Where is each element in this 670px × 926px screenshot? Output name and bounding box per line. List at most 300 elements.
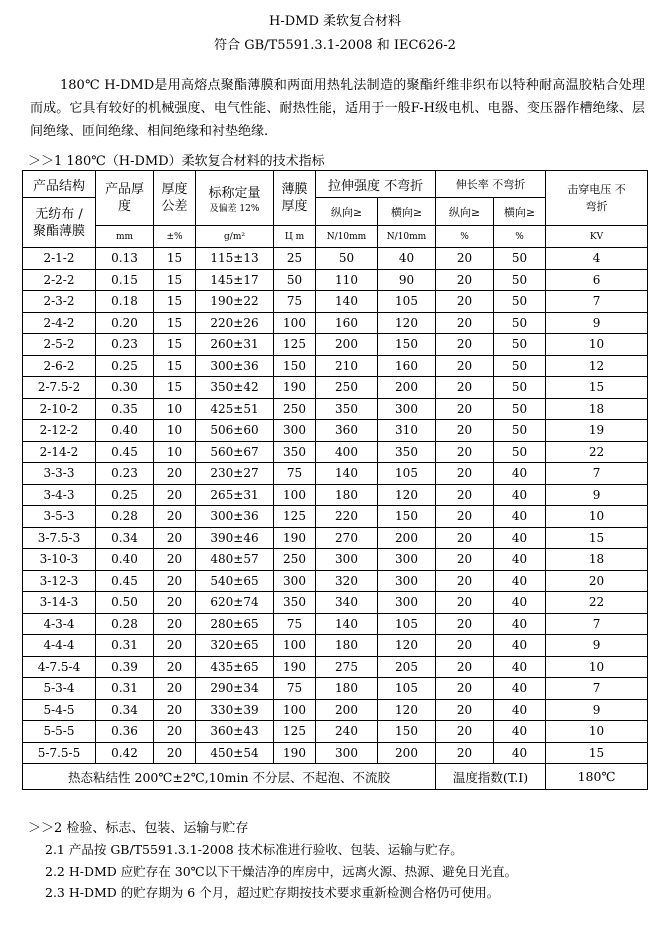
table-cell: 200 bbox=[378, 527, 436, 549]
table-cell: 140 bbox=[316, 613, 378, 635]
table-cell: 0.13 bbox=[96, 248, 154, 270]
table-cell: 20 bbox=[154, 721, 196, 743]
table-cell: 540±65 bbox=[196, 570, 274, 592]
table-cell: 2-4-2 bbox=[23, 312, 96, 334]
header-elong-cd: 横向≥ bbox=[494, 198, 546, 226]
table-row bbox=[23, 334, 648, 356]
table-cell: 125 bbox=[274, 334, 316, 356]
intro-paragraph: 180℃ H-DMD是用高熔点聚酯薄膜和两面用热轧法制造的聚酯纤维非织布以特种耐高温胶粘合处理而成。它具有较好的机械强度、电气性能、耐热性能，适用于一般F-H级电机、电器、变压器作槽绝缘、层间绝缘、匝间绝缘、相间绝缘和衬垫绝缘. bbox=[30, 78, 645, 139]
table-cell: 40 bbox=[494, 742, 546, 764]
table-cell: 0.34 bbox=[96, 699, 154, 721]
table-cell: 6 bbox=[546, 269, 648, 291]
table-cell: 20 bbox=[154, 742, 196, 764]
table-cell: 18 bbox=[546, 398, 648, 420]
table-cell: 20 bbox=[436, 269, 494, 291]
table-row bbox=[23, 355, 648, 377]
table-cell: 0.34 bbox=[96, 527, 154, 549]
unit-cell: ±% bbox=[154, 226, 196, 248]
table-cell: 9 bbox=[546, 484, 648, 506]
table-cell: 560±67 bbox=[196, 441, 274, 463]
table-cell: 19 bbox=[546, 420, 648, 442]
table-row bbox=[23, 613, 648, 635]
table-cell: 0.35 bbox=[96, 398, 154, 420]
section-1-heading: ＞＞1 180℃（H-DMD）柔软复合材料的技术指标 bbox=[28, 154, 325, 169]
table-cell: 260±31 bbox=[196, 334, 274, 356]
table-cell: 120 bbox=[378, 699, 436, 721]
storage-item: 2.3 H-DMD 的贮存期为 6 个月，超过贮存期按技术要求重新检测合格仍可使用。 bbox=[45, 885, 500, 900]
header-breakdown: 击穿电压 不弯折 bbox=[546, 171, 648, 226]
table-cell: 20 bbox=[436, 699, 494, 721]
table-cell: 160 bbox=[378, 355, 436, 377]
table-cell: 20 bbox=[154, 592, 196, 614]
table-cell: 50 bbox=[494, 441, 546, 463]
table-cell: 105 bbox=[378, 678, 436, 700]
table-cell: 50 bbox=[494, 248, 546, 270]
table-row bbox=[23, 721, 648, 743]
table-cell: 10 bbox=[546, 656, 648, 678]
table-cell: 290±34 bbox=[196, 678, 274, 700]
table-cell: 390±46 bbox=[196, 527, 274, 549]
header-elongation: 伸长率 不弯折 bbox=[436, 171, 546, 198]
table-cell: 3-10-3 bbox=[23, 549, 96, 571]
table-cell: 50 bbox=[316, 248, 378, 270]
table-row bbox=[23, 678, 648, 700]
table-cell: 20 bbox=[154, 678, 196, 700]
table-row bbox=[23, 312, 648, 334]
table-row bbox=[23, 570, 648, 592]
unit-cell: g/m² bbox=[196, 226, 274, 248]
table-cell: 200 bbox=[316, 699, 378, 721]
table-cell: 20 bbox=[436, 291, 494, 313]
table-cell: 4-3-4 bbox=[23, 613, 96, 635]
table-cell: 40 bbox=[494, 549, 546, 571]
table-cell: 20 bbox=[546, 570, 648, 592]
table-cell: 90 bbox=[378, 269, 436, 291]
table-cell: 2-6-2 bbox=[23, 355, 96, 377]
table-cell: 205 bbox=[378, 656, 436, 678]
table-cell: 40 bbox=[494, 463, 546, 485]
table-cell: 425±51 bbox=[196, 398, 274, 420]
table-cell: 40 bbox=[494, 721, 546, 743]
storage-item: 2.2 H-DMD 应贮存在 30℃以下干燥洁净的库房中，远离火源、热源、避免日光直。 bbox=[45, 863, 518, 879]
table-cell: 100 bbox=[274, 312, 316, 334]
table-cell: 20 bbox=[436, 484, 494, 506]
table-cell: 620±74 bbox=[196, 592, 274, 614]
header-weight-label: 标称定量 bbox=[208, 186, 261, 201]
unit-cell: % bbox=[494, 226, 546, 248]
table-cell: 22 bbox=[546, 592, 648, 614]
table-row bbox=[23, 656, 648, 678]
table-cell: 20 bbox=[154, 699, 196, 721]
table-cell: 2-7.5-2 bbox=[23, 377, 96, 399]
table-cell: 0.18 bbox=[96, 291, 154, 313]
table-cell: 7 bbox=[546, 463, 648, 485]
table-cell: 120 bbox=[378, 312, 436, 334]
table-row bbox=[23, 398, 648, 420]
table-cell: 20 bbox=[436, 549, 494, 571]
table-cell: 0.31 bbox=[96, 635, 154, 657]
unit-cell: Ц m bbox=[274, 226, 316, 248]
table-cell: 125 bbox=[274, 721, 316, 743]
table-row bbox=[23, 742, 648, 764]
table-cell: 50 bbox=[494, 420, 546, 442]
table-cell: 50 bbox=[274, 269, 316, 291]
table-cell: 105 bbox=[378, 291, 436, 313]
table-cell: 150 bbox=[378, 334, 436, 356]
table-cell: 20 bbox=[154, 613, 196, 635]
unit-cell: % bbox=[436, 226, 494, 248]
table-cell: 110 bbox=[316, 269, 378, 291]
table-cell: 506±60 bbox=[196, 420, 274, 442]
table-cell: 350±42 bbox=[196, 377, 274, 399]
table-cell: 15 bbox=[154, 248, 196, 270]
temp-index-value: 180℃ bbox=[546, 764, 648, 790]
table-cell: 3-14-3 bbox=[23, 592, 96, 614]
table-cell: 275 bbox=[316, 656, 378, 678]
table-cell: 190 bbox=[274, 656, 316, 678]
table-cell: 15 bbox=[546, 742, 648, 764]
document-title: H-DMD 柔软复合材料 bbox=[268, 14, 402, 29]
table-cell: 75 bbox=[274, 678, 316, 700]
document-subtitle: 符合 GB/T5591.3.1-2008 和 IEC626-2 bbox=[214, 38, 456, 53]
table-cell: 20 bbox=[436, 377, 494, 399]
table-cell: 20 bbox=[154, 527, 196, 549]
table-cell: 20 bbox=[436, 613, 494, 635]
table-cell: 0.20 bbox=[96, 312, 154, 334]
table-cell: 100 bbox=[274, 635, 316, 657]
table-cell: 15 bbox=[154, 312, 196, 334]
table-cell: 150 bbox=[378, 506, 436, 528]
header-tensile-cd: 横向≥ bbox=[378, 198, 436, 226]
table-cell: 145±17 bbox=[196, 269, 274, 291]
table-cell: 0.30 bbox=[96, 377, 154, 399]
table-cell: 100 bbox=[274, 699, 316, 721]
table-cell: 280±65 bbox=[196, 613, 274, 635]
table-cell: 250 bbox=[274, 549, 316, 571]
table-cell: 20 bbox=[436, 635, 494, 657]
table-cell: 9 bbox=[546, 312, 648, 334]
table-cell: 150 bbox=[378, 721, 436, 743]
table-cell: 2-12-2 bbox=[23, 420, 96, 442]
table-cell: 300 bbox=[274, 420, 316, 442]
table-cell: 50 bbox=[494, 291, 546, 313]
table-cell: 20 bbox=[436, 398, 494, 420]
table-cell: 115±13 bbox=[196, 248, 274, 270]
table-cell: 20 bbox=[154, 484, 196, 506]
table-cell: 0.31 bbox=[96, 678, 154, 700]
table-cell: 20 bbox=[154, 549, 196, 571]
table-cell: 300 bbox=[378, 570, 436, 592]
table-cell: 0.23 bbox=[96, 463, 154, 485]
table-cell: 330±39 bbox=[196, 699, 274, 721]
table-cell: 350 bbox=[274, 592, 316, 614]
table-cell: 100 bbox=[274, 484, 316, 506]
table-cell: 50 bbox=[494, 377, 546, 399]
table-cell: 310 bbox=[378, 420, 436, 442]
table-cell: 40 bbox=[494, 592, 546, 614]
table-cell: 3-5-3 bbox=[23, 506, 96, 528]
table-cell: 20 bbox=[436, 312, 494, 334]
table-cell: 40 bbox=[494, 527, 546, 549]
table-cell: 20 bbox=[154, 635, 196, 657]
table-cell: 140 bbox=[316, 291, 378, 313]
table-cell: 320 bbox=[316, 570, 378, 592]
table-cell: 20 bbox=[436, 420, 494, 442]
table-row bbox=[23, 699, 648, 721]
header-tensile: 拉伸强度 不弯折 bbox=[316, 171, 436, 198]
header-elong-md: 纵向≥ bbox=[436, 198, 494, 226]
table-row bbox=[23, 635, 648, 657]
header-tensile-md: 纵向≥ bbox=[316, 198, 378, 226]
table-cell: 220±26 bbox=[196, 312, 274, 334]
table-cell: 5-5-5 bbox=[23, 721, 96, 743]
table-cell: 4-7.5-4 bbox=[23, 656, 96, 678]
table-cell: 0.25 bbox=[96, 484, 154, 506]
table-cell: 40 bbox=[494, 484, 546, 506]
storage-items bbox=[45, 839, 517, 904]
table-cell: 40 bbox=[494, 570, 546, 592]
table-cell: 240 bbox=[316, 721, 378, 743]
table-row bbox=[23, 463, 648, 485]
table-cell: 190 bbox=[274, 527, 316, 549]
table-row bbox=[23, 291, 648, 313]
table-cell: 20 bbox=[436, 441, 494, 463]
spec-table-body bbox=[23, 248, 648, 764]
table-cell: 15 bbox=[546, 527, 648, 549]
header-structure: 产品结构 bbox=[23, 171, 96, 198]
table-cell: 15 bbox=[154, 355, 196, 377]
header-structure-sub: 无纺布 / 聚酯薄膜 bbox=[23, 198, 96, 248]
table-cell: 50 bbox=[494, 355, 546, 377]
table-cell: 3-7.5-3 bbox=[23, 527, 96, 549]
table-cell: 5-3-4 bbox=[23, 678, 96, 700]
storage-item: 2.1 产品按 GB/T5591.3.1-2008 技术标准进行验收、包装、运输与贮存。 bbox=[45, 842, 463, 857]
table-cell: 120 bbox=[378, 484, 436, 506]
table-cell: 180 bbox=[316, 635, 378, 657]
table-cell: 10 bbox=[154, 420, 196, 442]
table-cell: 0.25 bbox=[96, 355, 154, 377]
table-cell: 400 bbox=[316, 441, 378, 463]
table-cell: 0.45 bbox=[96, 441, 154, 463]
table-cell: 0.50 bbox=[96, 592, 154, 614]
unit-cell: mm bbox=[96, 226, 154, 248]
table-cell: 3-12-3 bbox=[23, 570, 96, 592]
adhesion-note: 热态粘结性 200℃±2℃,10min 不分层、不起泡、不流胶 bbox=[23, 764, 436, 790]
header-weight-sub: 及偏差 12% bbox=[209, 204, 260, 214]
section-2-heading: ＞＞2 检验、标志、包装、运输与贮存 bbox=[28, 821, 249, 836]
table-cell: 75 bbox=[274, 613, 316, 635]
table-cell: 2-14-2 bbox=[23, 441, 96, 463]
table-cell: 3-3-3 bbox=[23, 463, 96, 485]
table-cell: 350 bbox=[316, 398, 378, 420]
header-film: 薄膜厚度 bbox=[274, 171, 316, 226]
table-cell: 190±22 bbox=[196, 291, 274, 313]
table-cell: 250 bbox=[274, 398, 316, 420]
table-cell: 9 bbox=[546, 635, 648, 657]
table-cell: 180 bbox=[316, 678, 378, 700]
table-cell: 140 bbox=[316, 463, 378, 485]
table-cell: 15 bbox=[154, 334, 196, 356]
table-cell: 25 bbox=[274, 248, 316, 270]
header-thickness: 产品厚度 bbox=[96, 171, 154, 226]
table-cell: 15 bbox=[154, 269, 196, 291]
table-cell: 320±65 bbox=[196, 635, 274, 657]
table-cell: 7 bbox=[546, 613, 648, 635]
table-cell: 360 bbox=[316, 420, 378, 442]
table-cell: 125 bbox=[274, 506, 316, 528]
table-cell: 10 bbox=[154, 398, 196, 420]
header-tolerance: 厚度公差 bbox=[154, 171, 196, 226]
table-cell: 265±31 bbox=[196, 484, 274, 506]
table-cell: 2-1-2 bbox=[23, 248, 96, 270]
table-cell: 15 bbox=[154, 291, 196, 313]
table-cell: 450±54 bbox=[196, 742, 274, 764]
table-row bbox=[23, 248, 648, 270]
table-cell: 0.40 bbox=[96, 549, 154, 571]
table-cell: 0.36 bbox=[96, 721, 154, 743]
table-row bbox=[23, 506, 648, 528]
table-cell: 20 bbox=[436, 742, 494, 764]
table-cell: 270 bbox=[316, 527, 378, 549]
table-cell: 350 bbox=[274, 441, 316, 463]
table-cell: 300±36 bbox=[196, 506, 274, 528]
table-row bbox=[23, 484, 648, 506]
table-cell: 40 bbox=[494, 678, 546, 700]
table-cell: 50 bbox=[494, 334, 546, 356]
table-cell: 5-7.5-5 bbox=[23, 742, 96, 764]
unit-cell: KV bbox=[546, 226, 648, 248]
table-cell: 360±43 bbox=[196, 721, 274, 743]
table-cell: 3-4-3 bbox=[23, 484, 96, 506]
table-cell: 50 bbox=[494, 312, 546, 334]
table-cell: 20 bbox=[436, 592, 494, 614]
table-cell: 340 bbox=[316, 592, 378, 614]
table-row bbox=[23, 441, 648, 463]
table-cell: 20 bbox=[436, 506, 494, 528]
table-cell: 160 bbox=[316, 312, 378, 334]
table-cell: 40 bbox=[494, 656, 546, 678]
table-cell: 20 bbox=[436, 248, 494, 270]
table-cell: 300 bbox=[316, 549, 378, 571]
table-cell: 10 bbox=[546, 506, 648, 528]
table-cell: 20 bbox=[436, 334, 494, 356]
table-cell: 250 bbox=[316, 377, 378, 399]
table-cell: 120 bbox=[378, 635, 436, 657]
table-cell: 20 bbox=[436, 721, 494, 743]
table-cell: 75 bbox=[274, 463, 316, 485]
table-cell: 50 bbox=[494, 269, 546, 291]
table-cell: 190 bbox=[274, 377, 316, 399]
table-cell: 350 bbox=[378, 441, 436, 463]
table-cell: 10 bbox=[154, 441, 196, 463]
table-cell: 0.45 bbox=[96, 570, 154, 592]
table-cell: 180 bbox=[316, 484, 378, 506]
table-row bbox=[23, 527, 648, 549]
table-cell: 105 bbox=[378, 613, 436, 635]
table-cell: 200 bbox=[316, 334, 378, 356]
table-cell: 4 bbox=[546, 248, 648, 270]
table-cell: 4-4-4 bbox=[23, 635, 96, 657]
header-weight bbox=[196, 171, 274, 226]
table-row bbox=[23, 420, 648, 442]
table-row bbox=[23, 269, 648, 291]
table-cell: 220 bbox=[316, 506, 378, 528]
table-cell: 2-5-2 bbox=[23, 334, 96, 356]
table-cell: 75 bbox=[274, 291, 316, 313]
table-cell: 22 bbox=[546, 441, 648, 463]
table-cell: 10 bbox=[546, 721, 648, 743]
table-cell: 50 bbox=[494, 398, 546, 420]
table-cell: 300 bbox=[316, 742, 378, 764]
table-cell: 0.40 bbox=[96, 420, 154, 442]
table-cell: 300 bbox=[378, 398, 436, 420]
table-cell: 20 bbox=[154, 506, 196, 528]
table-cell: 210 bbox=[316, 355, 378, 377]
table-cell: 300 bbox=[274, 570, 316, 592]
table-cell: 40 bbox=[494, 506, 546, 528]
table-cell: 0.15 bbox=[96, 269, 154, 291]
table-cell: 200 bbox=[378, 377, 436, 399]
table-row bbox=[23, 592, 648, 614]
table-row bbox=[23, 549, 648, 571]
table-cell: 0.23 bbox=[96, 334, 154, 356]
table-cell: 15 bbox=[154, 377, 196, 399]
table-cell: 230±27 bbox=[196, 463, 274, 485]
table-cell: 10 bbox=[546, 334, 648, 356]
table-cell: 15 bbox=[546, 377, 648, 399]
table-row bbox=[23, 377, 648, 399]
table-cell: 9 bbox=[546, 699, 648, 721]
unit-cell: N/10mm bbox=[378, 226, 436, 248]
table-cell: 20 bbox=[436, 355, 494, 377]
table-cell: 18 bbox=[546, 549, 648, 571]
table-cell: 435±65 bbox=[196, 656, 274, 678]
table-cell: 0.28 bbox=[96, 613, 154, 635]
table-cell: 40 bbox=[494, 613, 546, 635]
table-cell: 20 bbox=[436, 678, 494, 700]
table-cell: 190 bbox=[274, 742, 316, 764]
unit-cell: N/10mm bbox=[316, 226, 378, 248]
table-cell: 2-3-2 bbox=[23, 291, 96, 313]
table-cell: 2-10-2 bbox=[23, 398, 96, 420]
table-cell: 0.39 bbox=[96, 656, 154, 678]
table-cell: 7 bbox=[546, 678, 648, 700]
table-cell: 5-4-5 bbox=[23, 699, 96, 721]
table-cell: 40 bbox=[378, 248, 436, 270]
table-cell: 20 bbox=[154, 463, 196, 485]
table-cell: 20 bbox=[436, 656, 494, 678]
temp-index-label: 温度指数(T.I) bbox=[436, 764, 546, 790]
table-cell: 20 bbox=[154, 570, 196, 592]
table-cell: 2-2-2 bbox=[23, 269, 96, 291]
table-cell: 0.28 bbox=[96, 506, 154, 528]
table-cell: 40 bbox=[494, 699, 546, 721]
table-cell: 150 bbox=[274, 355, 316, 377]
table-cell: 40 bbox=[494, 635, 546, 657]
table-cell: 20 bbox=[436, 463, 494, 485]
table-cell: 20 bbox=[436, 527, 494, 549]
table-cell: 20 bbox=[436, 570, 494, 592]
table-cell: 300±36 bbox=[196, 355, 274, 377]
table-cell: 300 bbox=[378, 592, 436, 614]
table-cell: 20 bbox=[154, 656, 196, 678]
table-cell: 0.42 bbox=[96, 742, 154, 764]
table-cell: 12 bbox=[546, 355, 648, 377]
table-cell: 480±57 bbox=[196, 549, 274, 571]
table-cell: 200 bbox=[378, 742, 436, 764]
table-cell: 7 bbox=[546, 291, 648, 313]
table-cell: 105 bbox=[378, 463, 436, 485]
